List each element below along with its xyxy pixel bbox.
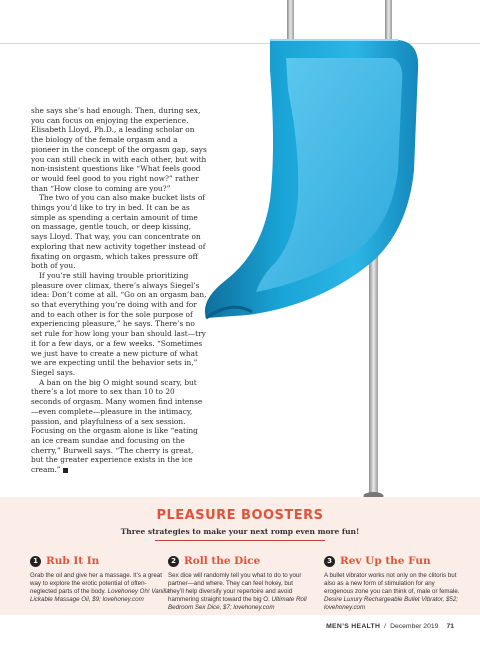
page-number: 71 [446, 623, 454, 630]
tip-product: Desire Luxury Rechargeable Bullet Vibrator, $52; lovehoney.com [324, 595, 459, 611]
pleasure-boosters-panel [0, 497, 480, 615]
tip-number-badge: 1 [30, 556, 41, 567]
tip-title: Rub It In [46, 555, 100, 567]
article-body [31, 106, 207, 475]
tip-number-badge: 3 [324, 556, 335, 567]
article-paragraph: she says she’s had enough. Then, during sex, you can focus on enjoying the experience. Elisabeth Lloyd, Ph.D., a leading scholar on the biology of the female orgasm and a pioneer in the concept of the orgasm gap, says you can still check in with each other, but with non-insistent questions like “What feels good or would feel good to you right now?” rather than “How close to coming are you?” [31, 106, 207, 193]
tip-rub-it-in [30, 555, 170, 604]
article-paragraph [31, 378, 207, 475]
tip-number-badge: 2 [168, 556, 179, 567]
tip-header [168, 555, 308, 567]
article-paragraph: The two of you can also make bucket lists of things you’d like to try in bed. It can be as simple as spending a certain amount of time on massage, gentle touch, or deep kissing, says Lloyd. That way, you can concentrate on exploring that new activity together instead of fixating on orgasm, which takes pressure off both of you. [31, 193, 206, 271]
tip-text: Grab the oil and give her a massage. It’s a great way to explore the erotic potential of often-neglected parts of the body. [30, 572, 162, 595]
tip-roll-the-dice [168, 555, 308, 612]
tip-rev-up-the-fun [324, 555, 464, 612]
article-paragraph: If you’re still having trouble prioritizing pleasure over climax, there’s always Siegel’s idea: Don’t come at all. “Go on an orgasm ban, so that everything you’re doing with and for and to each other is for the sole purpose of experiencing pleasure,” he says. There’s no set rule for how long your ban should last—try it for a few days, or a few weeks. “Sometimes we just have to create a new picture of what we are expecting until the behavior sets in,” Siegel says. [31, 270, 207, 377]
tip-body [324, 572, 464, 612]
magazine-name: MEN’S HEALTH [326, 623, 381, 630]
folio-separator: / [384, 623, 387, 630]
tip-header [324, 555, 464, 567]
tip-product: Lovehoney Oh! Vanilla Lickable Massage Oil, $9; lovehoney.com [30, 587, 170, 603]
tip-product: Ultimate Roll Bedroom Sex Dice, $7; lovehoney.com [168, 595, 307, 611]
end-mark [63, 468, 68, 473]
tip-body [30, 572, 170, 604]
tip-text: Sex dice will randomly tell you what to do to your partner—and where. They can feel hokey, but they’ll help diversify your repertoire and avoid hammering straight toward the big O. [168, 572, 302, 603]
tip-title: Rev Up the Fun [340, 555, 431, 567]
page-folio [326, 623, 454, 630]
boosters-subtitle: Three strategies to make your next romp even more fun! [120, 527, 360, 536]
boosters-rule [155, 540, 325, 541]
tip-title: Roll the Dice [184, 555, 261, 567]
tip-text: A bullet vibrator works not only on the clitoris but also as a new form of stimulation for any erogenous zone you can think of, male or female. [324, 572, 460, 595]
issue-date: December 2019 [390, 623, 439, 630]
tip-body [168, 572, 308, 612]
tip-header [30, 555, 170, 567]
boosters-title: PLEASURE BOOSTERS [156, 508, 324, 523]
article-paragraph-text: A ban on the big O might sound scary, but there’s a lot more to sex than 10 to 20 seconds of orgasm. Many women find intense—even complete—pleasure in the intimacy, passion, and playfulness of a sex session. Focusing on the orgasm alone is like “eating an ice cream sundae and focusing on the cherry,” Burwell says. “The cherry is great, but the greater experience exists in the ice cream.” [31, 377, 203, 475]
